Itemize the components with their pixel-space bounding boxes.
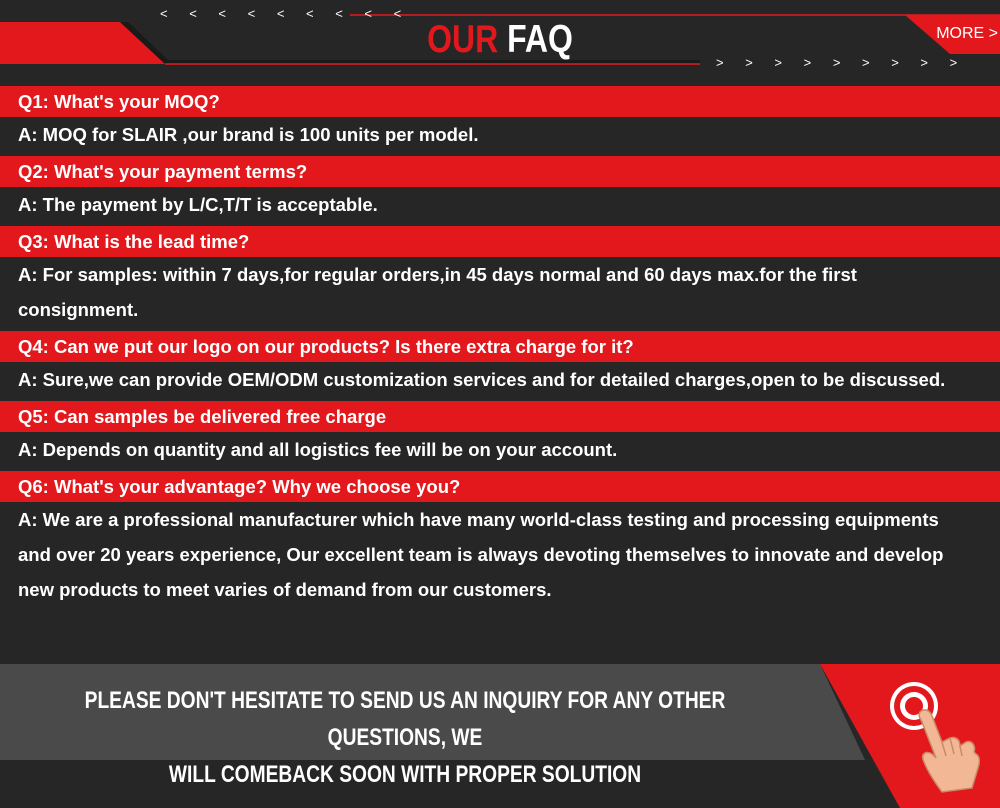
footer-line-1: PLEASE DON'T HESITATE TO SEND US AN INQUIRY FOR ANY OTHER QUESTIONS, WE xyxy=(84,687,726,751)
decorative-arrows-left: < < < < < < < < < xyxy=(160,6,411,21)
faq-question-6: Q6: What's your advantage? Why we choose you? xyxy=(0,471,1000,502)
faq-question-1: Q1: What's your MOQ? xyxy=(0,86,1000,117)
header xyxy=(0,0,1000,86)
title-faq: FAQ xyxy=(507,18,573,61)
footer-message xyxy=(81,682,729,793)
faq-question-3: Q3: What is the lead time? xyxy=(0,226,1000,257)
faq-answer-1: A: MOQ for SLAIR ,our brand is 100 units per model. xyxy=(18,124,479,145)
footer-line-2: WILL COMEBACK SOON WITH PROPER SOLUTION xyxy=(168,761,642,788)
faq-question-4: Q4: Can we put our logo on our products? Is there extra charge for it? xyxy=(0,331,1000,362)
faq-answer-5: A: Depends on quantity and all logistics fee will be on your account. xyxy=(18,439,618,460)
faq-answer-3: A: For samples: within 7 days,for regular orders,in 45 days normal and 60 days max.for the first consignment. xyxy=(18,264,857,320)
pointing-hand-target-icon[interactable] xyxy=(880,676,980,796)
decorative-arrows-right: > > > > > > > > > xyxy=(716,55,967,70)
faq-answer-6: A: We are a professional manufacturer which have many world-class testing and processing equipments and over 20 years experience, Our excellent team is always devoting themselves to innovate and develop new products to meet varies of demand from our customers. xyxy=(18,509,944,600)
faq-answer-2: A: The payment by L/C,T/T is acceptable. xyxy=(18,194,378,215)
more-link[interactable]: MORE > xyxy=(936,25,998,42)
faq-answer-4: A: Sure,we can provide OEM/ODM customization services and for detailed charges,open to be discussed. xyxy=(18,369,946,390)
faq-question-2: Q2: What's your payment terms? xyxy=(0,156,1000,187)
title-our: OUR xyxy=(427,18,499,61)
faq-question-5: Q5: Can samples be delivered free charge xyxy=(0,401,1000,432)
footer-banner xyxy=(0,664,1000,808)
faq-list xyxy=(0,86,1000,611)
